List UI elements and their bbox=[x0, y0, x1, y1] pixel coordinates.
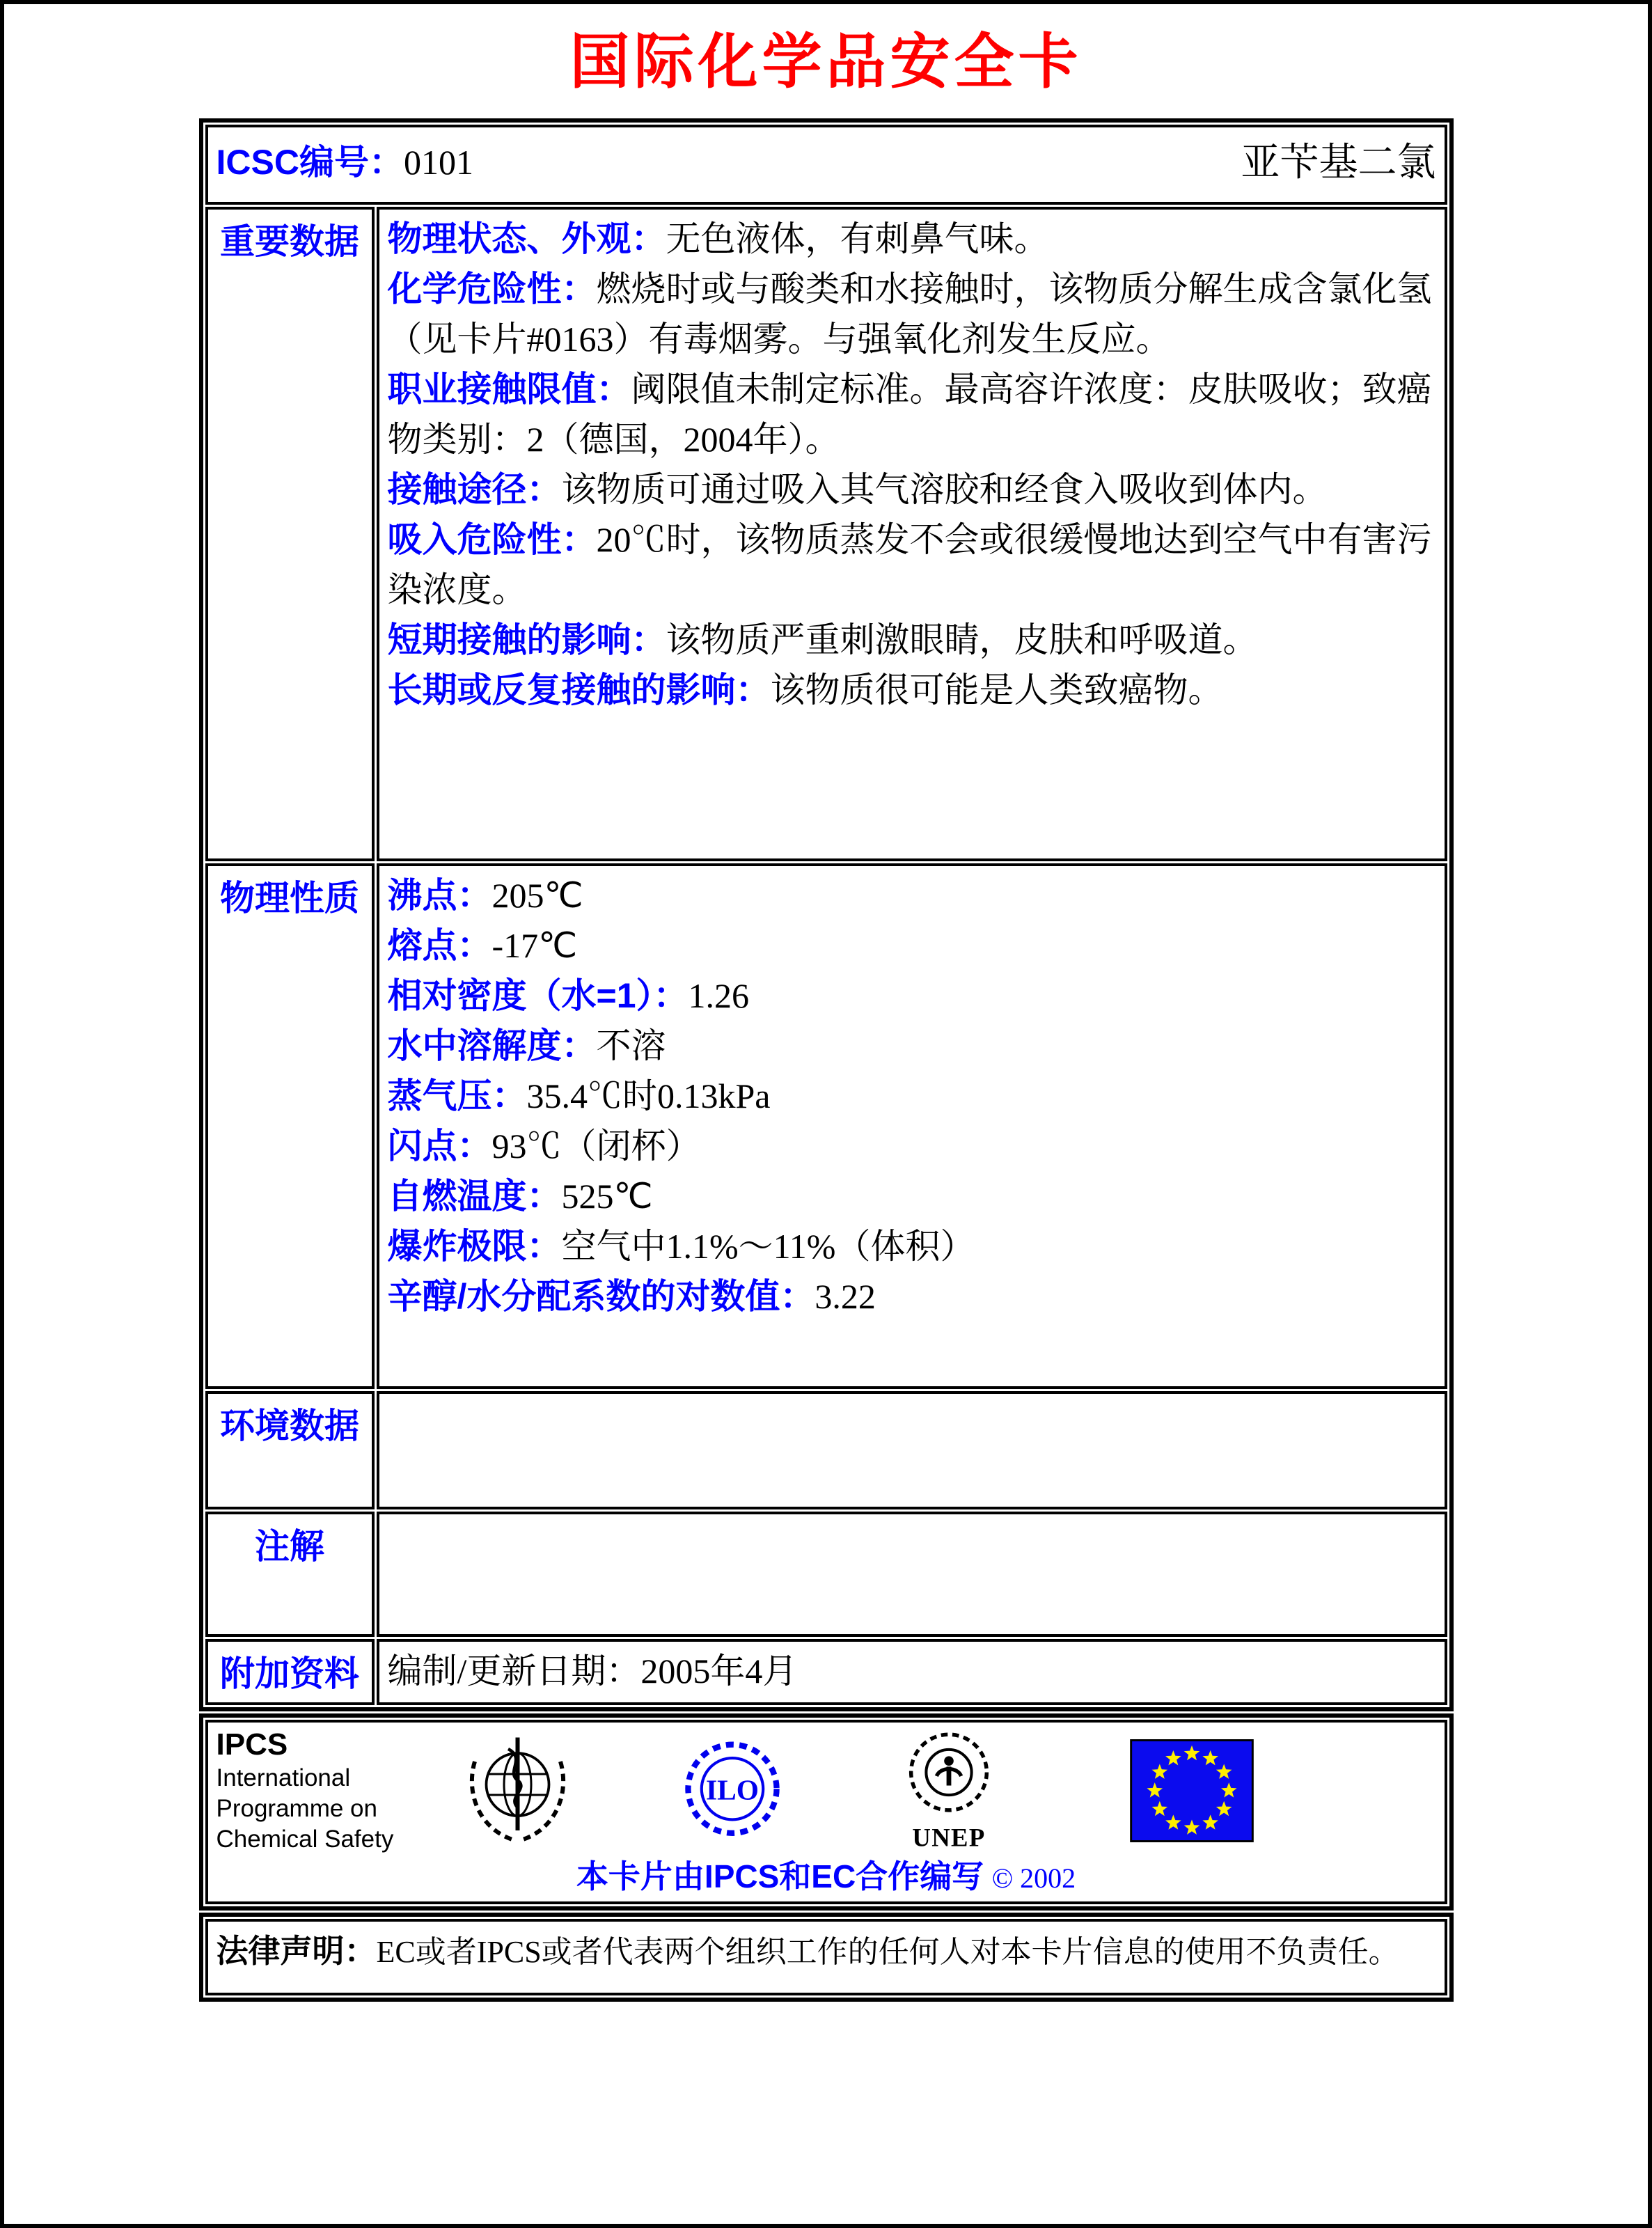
additional-info-row bbox=[205, 1639, 1447, 1705]
icsc-number-group bbox=[217, 134, 473, 185]
logo-row bbox=[217, 1727, 1436, 1855]
ilo-icon bbox=[679, 1736, 785, 1846]
physical-properties-row bbox=[205, 863, 1447, 1389]
logos-row bbox=[205, 1720, 1447, 1904]
section-label-important-data: 重要数据 bbox=[205, 207, 375, 861]
physical-properties-content bbox=[377, 863, 1447, 1389]
copyright-line bbox=[217, 1858, 1436, 1897]
copyright-year: © 2002 bbox=[991, 1862, 1076, 1894]
ipcs-block: IPCS International Programme on Chemical Safety bbox=[217, 1727, 411, 1855]
property-line: 熔点：-17℃ bbox=[387, 926, 578, 965]
property-line: 水中溶解度：不溶 bbox=[387, 1026, 666, 1065]
svg-text:ILO: ILO bbox=[705, 1773, 759, 1806]
legal-table bbox=[199, 1913, 1454, 2002]
legal-text: EC或者IPCS或者代表两个组织工作的任何人对本卡片信息的使用不负责任。 bbox=[376, 1935, 1399, 1969]
icsc-number-label: ICSC编号： bbox=[216, 143, 404, 182]
chemical-name: 亚苄基二氯 bbox=[1241, 141, 1436, 185]
section-label-additional-info: 附加资料 bbox=[205, 1639, 375, 1705]
property-line: 吸入危险性：20℃时，该物质蒸发不会或很缓慢地达到空气中有害污染浓度。 bbox=[387, 520, 1432, 609]
notes-row bbox=[205, 1512, 1447, 1637]
property-line: 长期或反复接触的影响：该物质很可能是人类致癌物。 bbox=[387, 670, 1223, 709]
section-label-physical-properties: 物理性质 bbox=[205, 863, 375, 1389]
legal-label: 法律声明： bbox=[216, 1933, 377, 1969]
header-row bbox=[205, 125, 1447, 205]
notes-content bbox=[377, 1512, 1447, 1637]
page-title: 国际化学品安全卡 bbox=[569, 29, 1083, 95]
property-line: 职业接触限值：阈限值未制定标准。最高容许浓度：皮肤吸收；致癌物类别：2（德国，2004年）。 bbox=[387, 370, 1432, 459]
section-label-notes: 注解 bbox=[205, 1512, 375, 1637]
property-line: 沸点：205℃ bbox=[387, 876, 583, 915]
eu-flag-icon bbox=[1130, 1739, 1254, 1842]
ipcs-title: IPCS bbox=[216, 1727, 288, 1762]
property-line: 闪点：93℃（闭杯） bbox=[387, 1127, 701, 1166]
property-line: 相对密度（水=1）：1.26 bbox=[387, 976, 750, 1015]
property-line: 爆炸极限：空气中1.1%～11%（体积） bbox=[387, 1227, 975, 1266]
environmental-data-row bbox=[205, 1391, 1447, 1509]
icsc-number-value: 0101 bbox=[403, 143, 473, 182]
who-icon bbox=[460, 1731, 575, 1851]
section-label-environmental-data: 环境数据 bbox=[205, 1391, 375, 1509]
property-line: 蒸气压：35.4℃时0.13kPa bbox=[387, 1076, 771, 1115]
property-line: 接触途径：该物质可通过吸入其气溶胶和经食入吸收到体内。 bbox=[387, 470, 1328, 509]
additional-info-content bbox=[377, 1639, 1447, 1705]
update-date: 编制/更新日期：2005年4月 bbox=[387, 1652, 798, 1690]
svg-text:UNEP: UNEP bbox=[911, 1823, 986, 1852]
copyright-text: 本卡片由IPCS和EC合作编写 bbox=[576, 1858, 984, 1894]
legal-row bbox=[205, 1919, 1447, 1995]
important-data-row bbox=[205, 207, 1447, 861]
card-table bbox=[199, 118, 1454, 1711]
logos-table bbox=[199, 1713, 1454, 1911]
property-line: 自燃温度：525℃ bbox=[387, 1177, 653, 1216]
property-line: 物理状态、外观：无色液体，有刺鼻气味。 bbox=[387, 219, 1049, 258]
property-line: 辛醇/水分配系数的对数值：3.22 bbox=[387, 1277, 876, 1316]
unep-icon bbox=[897, 1729, 1001, 1853]
important-data-content bbox=[377, 207, 1447, 861]
property-line: 化学危险性：燃烧时或与酸类和水接触时，该物质分解生成含氯化氢（见卡片#0163）有毒烟雾。与强氧化剂发生反应。 bbox=[387, 269, 1432, 359]
property-line: 短期接触的影响：该物质严重刺激眼睛，皮肤和呼吸道。 bbox=[387, 620, 1258, 659]
environmental-data-content bbox=[377, 1391, 1447, 1509]
